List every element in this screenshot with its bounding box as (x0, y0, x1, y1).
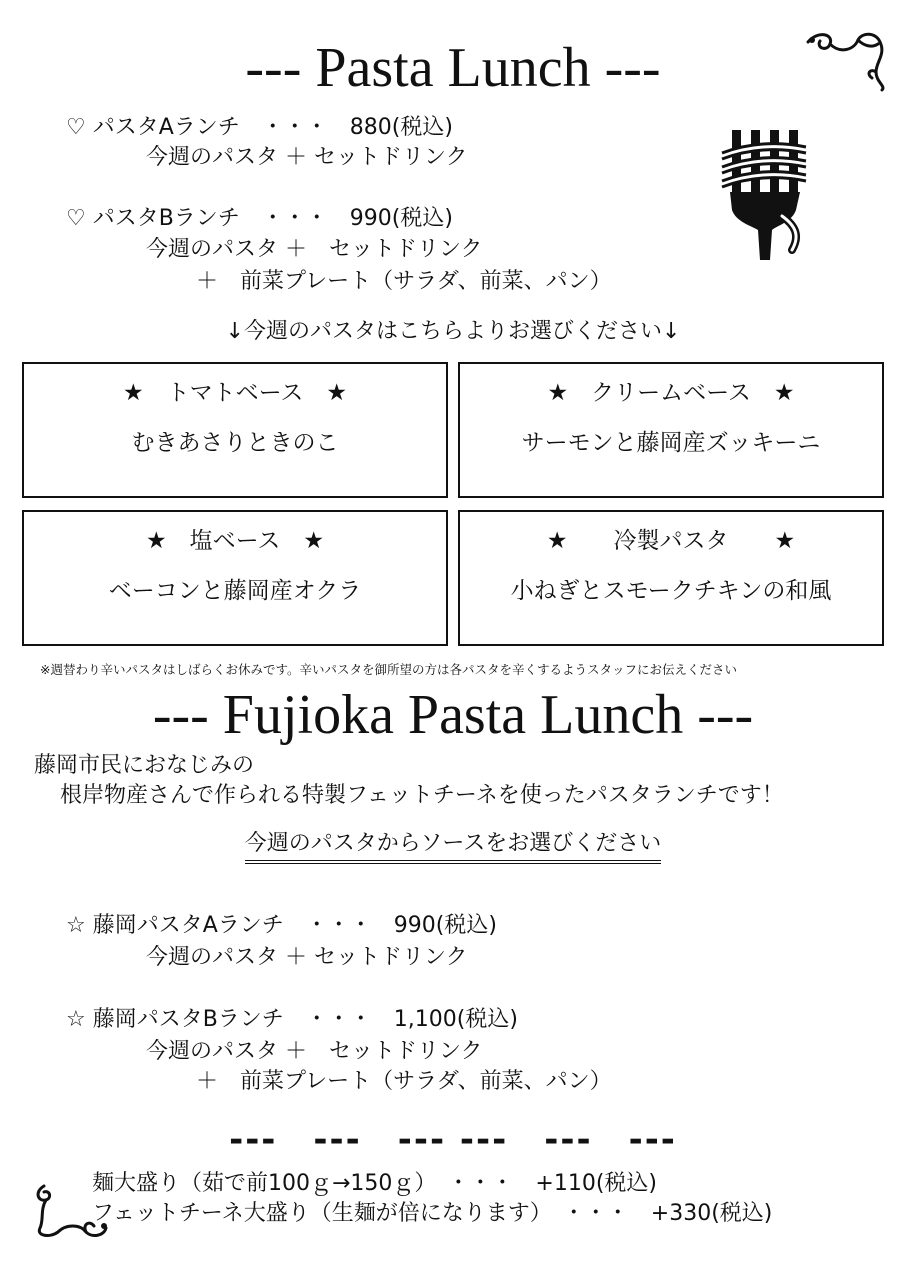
lunch-b-line: ♡ パスタBランチ ・・・ 990(税込) (66, 206, 453, 231)
spicy-pasta-note: ※週替わり辛いパスタはしばらくお休みです。辛いパスタを御所望の方は各パスタを辛くするようスタッフにお伝えください (40, 662, 737, 677)
pasta-option-title: ★ クリームベース ★ (547, 380, 795, 406)
fujioka-lunch-a-line: ☆ 藤岡パスタAランチ ・・・ 990(税込) (66, 913, 497, 938)
lunch-a-line: ♡ パスタAランチ ・・・ 880(税込) (66, 115, 453, 140)
fork-pasta-icon (718, 126, 808, 264)
pasta-option-cream (458, 362, 884, 498)
pasta-lunch-title: --- Pasta Lunch --- (245, 37, 661, 99)
fujioka-lunch-b-detail-extra: ＋ 前菜プレート（サラダ、前菜、パン） (196, 1069, 612, 1094)
pasta-option-title: ★ トマトベース ★ (122, 380, 348, 406)
pasta-option-dish: サーモンと藤岡産ズッキーニ (521, 430, 821, 456)
lunch-a-detail: 今週のパスタ ＋ セットドリンク (146, 145, 468, 170)
lunch-b-detail: 今週のパスタ ＋ セットドリンク (146, 237, 483, 262)
extra-noodles-line: 麺大盛り（茹で前100ｇ→150ｇ） ・・・ +110(税込) (92, 1171, 658, 1196)
pasta-option-dish: ベーコンと藤岡産オクラ (108, 578, 362, 604)
choose-pasta-text: ↓今週のパスタはこちらよりお選びください↓ (225, 319, 681, 344)
fujioka-lunch-b-line: ☆ 藤岡パスタBランチ ・・・ 1,100(税込) (66, 1007, 518, 1032)
pasta-option-title: ★ 塩ベース ★ (145, 528, 325, 554)
intro-line-2: 根岸物産さんで作られる特製フェットチーネを使ったパスタランチです！ (60, 783, 784, 808)
pasta-option-title: ★ 冷製パスタ ★ (546, 528, 796, 554)
pasta-option-tomato (22, 362, 448, 498)
extra-fettuccine-line: フェットチーネ大盛り（生麺が倍になります） ・・・ +330(税込) (92, 1201, 773, 1226)
fujioka-pasta-lunch-title: --- Fujioka Pasta Lunch --- (152, 684, 754, 746)
pasta-option-salt (22, 510, 448, 646)
intro-line-1: 藤岡市民におなじみの (34, 753, 255, 778)
fujioka-lunch-a-detail: 今週のパスタ ＋ セットドリンク (146, 945, 468, 970)
pasta-option-dish: 小ねぎとスモークチキンの和風 (510, 578, 832, 604)
fujioka-lunch-b-detail: 今週のパスタ ＋ セットドリンク (146, 1039, 483, 1064)
lunch-b-detail-extra: ＋ 前菜プレート（サラダ、前菜、パン） (196, 269, 612, 294)
pasta-option-dish: むきあさりときのこ (131, 430, 339, 456)
pasta-option-cold (458, 510, 884, 646)
separator-dashes: --- --- --- --- --- --- (229, 1120, 677, 1160)
choose-sauce-wrapper (0, 830, 906, 858)
choose-sauce-text: 今週のパスタからソースをお選びください (245, 831, 661, 864)
